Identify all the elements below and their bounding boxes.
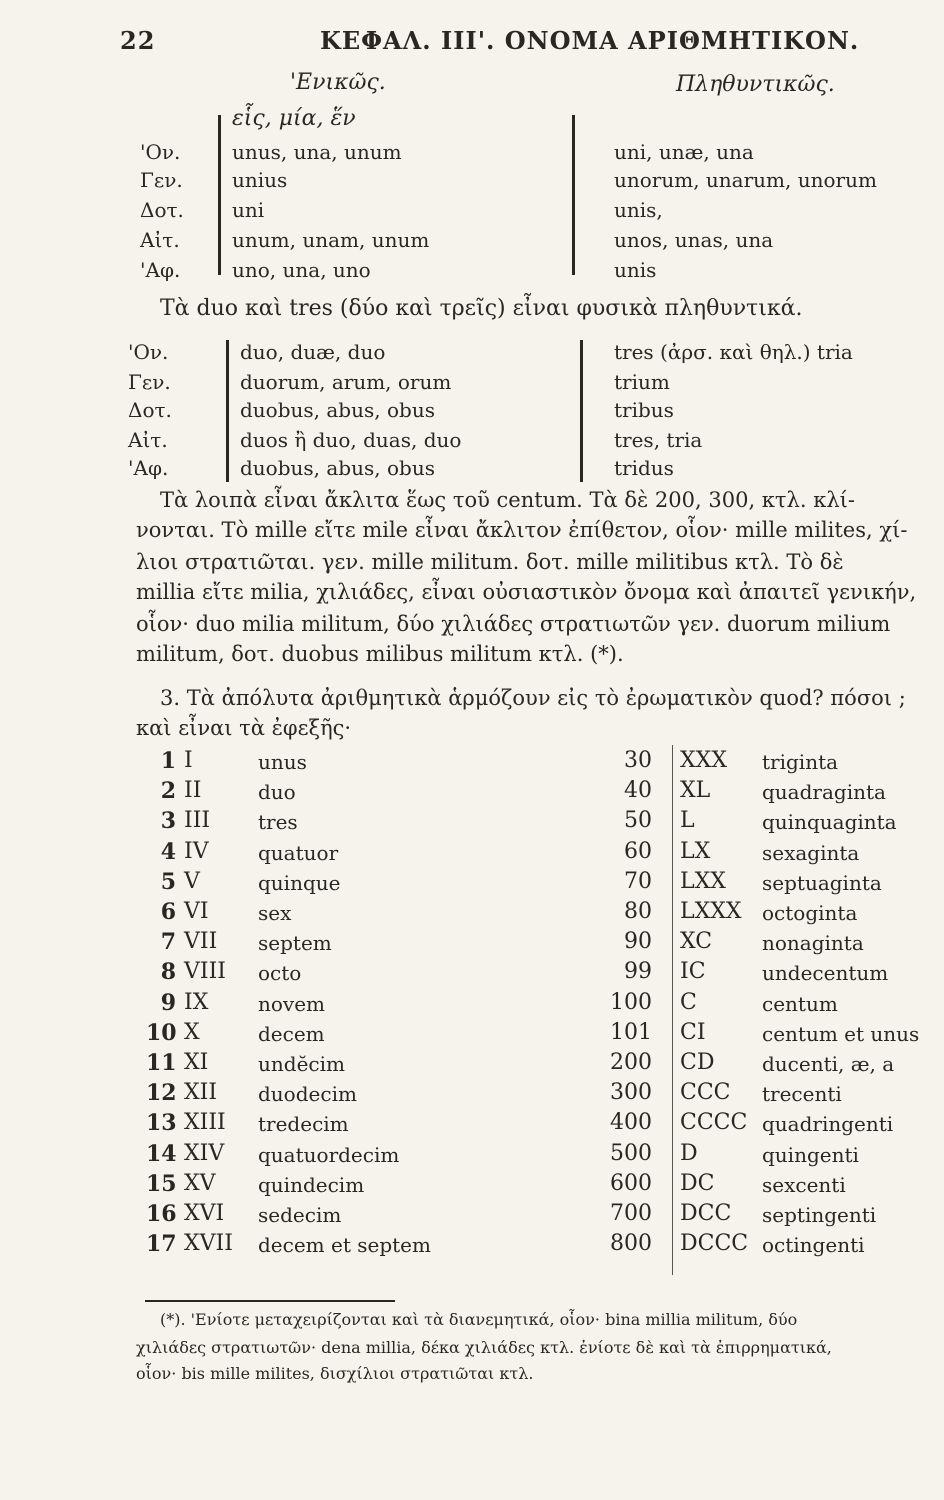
singular-form: unus, una, unum — [232, 140, 402, 164]
numeral-arabic: 80 — [624, 899, 652, 924]
numeral-roman: IV — [184, 838, 209, 864]
paragraph-line: millia εἴτε milia, χιλιάδες, εἶναι οὐσιαστικὸν ὄνομα καὶ ἀπαιτεῖ γενικήν, — [136, 580, 917, 604]
numeral-roman: CCC — [680, 1080, 731, 1106]
paragraph-line: νονται. Τὸ mille εἴτε mile εἶναι ἄκλιτον ἐπίθετον, οἷον· mille milites, χί- — [136, 518, 908, 542]
duo-form: duorum, arum, orum — [240, 370, 452, 394]
tres-form: tribus — [614, 398, 674, 422]
footnote-rule — [145, 1300, 395, 1302]
numeral-roman: CI — [680, 1019, 706, 1045]
numeral-latin: undĕcim — [258, 1052, 345, 1076]
case-label: 'Αφ. — [140, 258, 181, 282]
numeral-roman: X — [184, 1019, 200, 1045]
numeral-roman: VI — [184, 899, 209, 924]
numeral-arabic: 99 — [624, 959, 652, 985]
numeral-latin: nonaginta — [762, 931, 864, 956]
numeral-roman: XXX — [680, 748, 727, 773]
numeral-latin: decem et septem — [258, 1233, 431, 1258]
numeral-arabic: 70 — [624, 868, 652, 894]
singular-label: 'Ενικῶς. — [290, 70, 386, 95]
numeral-arabic: 300 — [610, 1080, 652, 1106]
numeral-arabic: 14 — [146, 1140, 177, 1167]
column-rule — [572, 115, 575, 275]
numeral-arabic: 4 — [160, 838, 176, 865]
numeral-latin: decem — [258, 1021, 325, 1046]
numeral-latin: quadraginta — [762, 780, 886, 805]
numeral-latin: quinque — [258, 870, 341, 895]
numeral-roman: V — [184, 868, 200, 894]
paragraph-line: λιοι στρατιῶται. γεν. mille militum. δοτ. mille militibus κτλ. Τὸ δὲ — [136, 550, 844, 574]
numeral-roman: XC — [680, 929, 713, 955]
numeral-roman: VII — [184, 929, 218, 955]
column-rule — [580, 340, 583, 482]
numeral-latin: quatuordecim — [258, 1142, 400, 1167]
numeral-roman: XIV — [184, 1140, 225, 1166]
numeral-latin: quinquaginta — [762, 810, 897, 835]
numeral-latin: sedecim — [258, 1203, 342, 1227]
section-3-line: 3. Τὰ ἀπόλυτα ἀριθμητικὰ ἁρμόζουν εἰς τὸ ἐρωματικὸν quod? πόσοι ; — [160, 686, 906, 710]
numeral-latin: tres — [258, 810, 298, 835]
numeral-latin: quadringenti — [762, 1112, 894, 1137]
tres-form: tres, tria — [614, 428, 703, 452]
duo-form: duobus, abus, obus — [240, 456, 435, 480]
case-label: 'Ον. — [128, 340, 169, 364]
numeral-roman: C — [680, 989, 697, 1015]
paragraph-line: οἷον· duo milia militum, δύο χιλιάδες στρατιωτῶν γεν. duorum milium — [136, 612, 891, 636]
numeral-roman: IX — [184, 989, 209, 1015]
case-label: Γεν. — [140, 168, 183, 192]
numeral-roman: III — [184, 808, 211, 834]
singular-form: unius — [232, 168, 288, 192]
numeral-roman: CD — [680, 1050, 715, 1075]
duo-tres-intro: Τὰ duo καὶ tres (δύο καὶ τρεῖς) εἶναι φυσικὰ πληθυντικά. — [160, 296, 803, 321]
numeral-arabic: 500 — [610, 1140, 652, 1166]
footnote-line: οἷον· bis mille milites, δισχίλιοι στρατιῶται κτλ. — [136, 1364, 534, 1383]
numeral-roman: I — [184, 748, 193, 773]
numeral-roman: XVI — [184, 1201, 225, 1226]
numeral-latin: septingenti — [762, 1203, 877, 1227]
numeral-latin: trecenti — [762, 1082, 842, 1107]
plural-form: unos, unas, una — [614, 228, 774, 252]
numeral-arabic: 9 — [160, 989, 176, 1016]
numeral-latin: centum et unus — [762, 1021, 920, 1046]
numeral-latin: octingenti — [762, 1233, 865, 1258]
numeral-roman: VIII — [184, 959, 226, 985]
numeral-arabic: 800 — [610, 1231, 652, 1257]
numeral-latin: octoginta — [762, 901, 858, 925]
numeral-arabic: 2 — [160, 778, 176, 805]
numeral-arabic: 40 — [624, 778, 652, 804]
numeral-latin: triginta — [762, 750, 839, 774]
numeral-latin: novem — [258, 991, 326, 1016]
numeral-roman: L — [680, 808, 695, 834]
numeral-roman: XII — [184, 1080, 218, 1106]
tres-form: tridus — [614, 456, 674, 480]
numeral-roman: DCC — [680, 1201, 732, 1226]
duo-form: duo, duæ, duo — [240, 340, 386, 364]
paragraph-line: militum, δοτ. duobus milibus militum κτλ. (*). — [136, 642, 624, 666]
numeral-latin: septem — [258, 931, 332, 956]
numeral-arabic: 1 — [160, 748, 176, 774]
numeral-latin: ducenti, æ, a — [762, 1052, 895, 1076]
singular-form: uni — [232, 198, 265, 222]
column-rule — [672, 745, 673, 1275]
numeral-arabic: 13 — [146, 1110, 177, 1137]
numeral-roman: LX — [680, 838, 711, 864]
page-number: 22 — [120, 26, 156, 55]
numeral-roman: XL — [680, 778, 711, 804]
plural-form: unorum, unarum, unorum — [614, 168, 877, 192]
numeral-roman: DC — [680, 1170, 715, 1196]
numeral-arabic: 10 — [146, 1019, 177, 1046]
case-label: Γεν. — [128, 370, 171, 394]
numeral-roman: XV — [184, 1170, 216, 1196]
case-label: 'Ον. — [140, 140, 181, 164]
numeral-latin: tredecim — [258, 1112, 349, 1137]
section-3-line: καὶ εἶναι τὰ ἐφεξῆς· — [136, 716, 352, 740]
numeral-latin: undecentum — [762, 961, 889, 986]
plural-form: uni, unæ, una — [614, 140, 754, 164]
case-label: Αἰτ. — [140, 228, 180, 252]
numeral-latin: unus — [258, 750, 307, 774]
numeral-arabic: 60 — [624, 838, 652, 864]
numeral-arabic: 12 — [146, 1080, 177, 1107]
column-rule — [218, 115, 221, 275]
column-rule — [226, 340, 229, 482]
tres-form: tres (ἀρσ. καὶ θηλ.) tria — [614, 340, 853, 364]
numeral-latin: duo — [258, 780, 296, 805]
numeral-arabic: 600 — [610, 1170, 652, 1196]
numeral-arabic: 17 — [146, 1231, 177, 1258]
numeral-roman: LXXX — [680, 899, 742, 924]
numeral-arabic: 5 — [160, 868, 176, 895]
numeral-latin: octo — [258, 961, 302, 986]
numeral-arabic: 11 — [146, 1050, 177, 1076]
numeral-arabic: 100 — [610, 989, 652, 1015]
numeral-arabic: 200 — [610, 1050, 652, 1075]
numeral-arabic: 15 — [146, 1170, 177, 1197]
footnote-line: χιλιάδες στρατιωτῶν· dena millia, δέκα χιλιάδες κτλ. ἐνίοτε δὲ καὶ τὰ ἐπιρρηματικά, — [136, 1338, 832, 1357]
numeral-arabic: 30 — [624, 748, 652, 773]
numeral-latin: quatuor — [258, 840, 339, 865]
numeral-arabic: 700 — [610, 1201, 652, 1226]
numeral-arabic: 8 — [160, 959, 176, 986]
numeral-roman: XVII — [184, 1231, 233, 1257]
numeral-latin: sex — [258, 901, 292, 925]
numeral-roman: XIII — [184, 1110, 226, 1136]
numeral-latin: septuaginta — [762, 870, 882, 895]
numeral-latin: sexaginta — [762, 840, 860, 865]
numeral-latin: sexcenti — [762, 1172, 846, 1197]
numeral-roman: II — [184, 778, 202, 804]
numeral-latin: quindecim — [258, 1172, 365, 1197]
numeral-arabic: 3 — [160, 808, 176, 835]
duo-form: duobus, abus, obus — [240, 398, 435, 422]
numeral-arabic: 101 — [610, 1019, 652, 1045]
case-label: Αἰτ. — [128, 428, 168, 452]
numeral-roman: XI — [184, 1050, 209, 1075]
footnote-line: (*). 'Ενίοτε μεταχειρίζονται καὶ τὰ διανεμητικά, οἷον· bina millia militum, δύο — [160, 1310, 798, 1329]
case-label: 'Αφ. — [128, 456, 169, 480]
tres-form: trium — [614, 370, 670, 394]
numeral-latin: duodecim — [258, 1082, 357, 1107]
plural-form: unis, — [614, 198, 663, 222]
running-title: ΚΕΦΑΛ. ΙΙΙ'. ΟΝΟΜΑ ΑΡΙΘΜΗΤΙΚΟΝ. — [320, 26, 860, 55]
greek-forms: εἷς, μία, ἕν — [232, 106, 356, 131]
numeral-arabic: 400 — [610, 1110, 652, 1136]
numeral-latin: centum — [762, 991, 838, 1016]
numeral-arabic: 7 — [160, 929, 176, 956]
paragraph-line: Τὰ λοιπὰ εἶναι ἄκλιτα ἕως τοῦ centum. Τὰ δὲ 200, 300, κτλ. κλί- — [160, 488, 855, 512]
numeral-arabic: 6 — [160, 899, 176, 925]
numeral-arabic: 16 — [146, 1201, 177, 1227]
plural-label: Πληθυντικῶς. — [676, 72, 835, 97]
case-label: Δοτ. — [140, 198, 184, 222]
numeral-roman: D — [680, 1140, 698, 1166]
plural-form: unis — [614, 258, 657, 282]
numeral-arabic: 90 — [624, 929, 652, 955]
singular-form: unum, unam, unum — [232, 228, 430, 252]
case-label: Δοτ. — [128, 398, 172, 422]
numeral-roman: CCCC — [680, 1110, 748, 1136]
numeral-roman: IC — [680, 959, 706, 985]
numeral-arabic: 50 — [624, 808, 652, 834]
duo-form: duos ἢ duo, duas, duo — [240, 428, 462, 452]
singular-form: uno, una, uno — [232, 258, 371, 282]
numeral-roman: DCCC — [680, 1231, 749, 1257]
numeral-roman: LXX — [680, 868, 726, 894]
numeral-latin: quingenti — [762, 1142, 859, 1167]
